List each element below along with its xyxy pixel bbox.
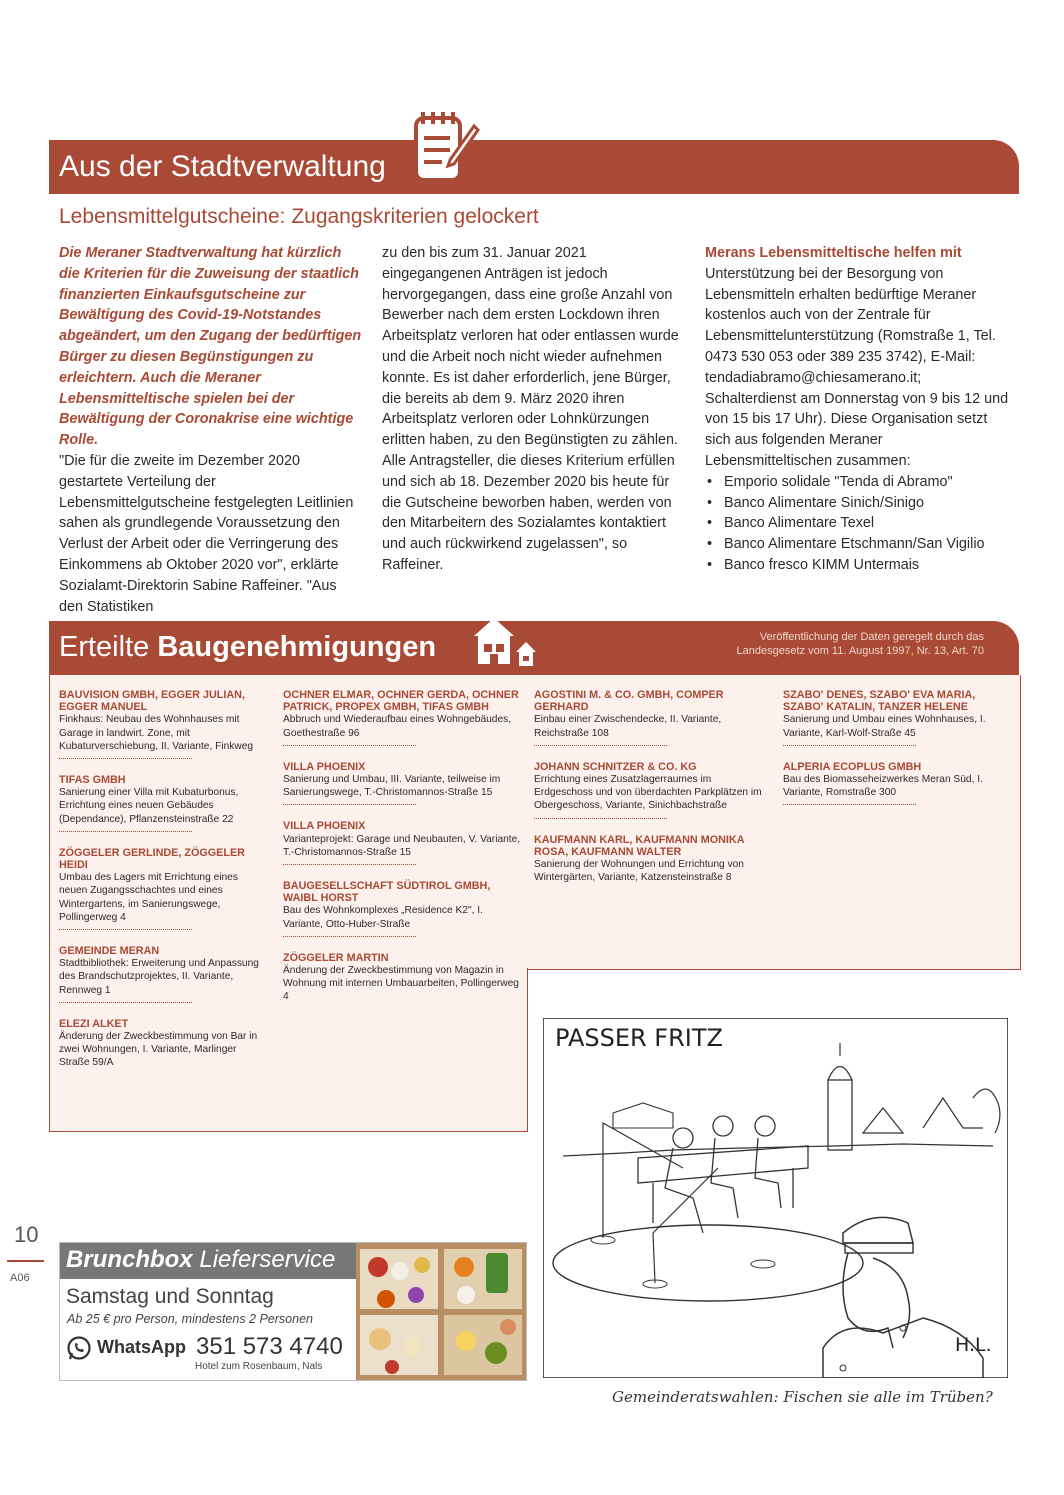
list-item: • Banco Alimentare Sinich/Sinigo bbox=[705, 493, 1010, 514]
permit-holder: BAUGESELLSCHAFT SÜDTIROL GMBH, WAIBL HORST bbox=[283, 880, 491, 905]
section-title: Aus der Stadtverwaltung bbox=[59, 150, 386, 183]
permit-description: Sanierung der Wohnungen und Errichtung von Wintergärten, Variante, Katzensteinstraße 8 bbox=[534, 859, 744, 884]
permit-entry bbox=[783, 761, 1008, 806]
page-code: A06 bbox=[10, 1272, 30, 1284]
list-item: • Banco Alimentare Texel bbox=[705, 513, 1010, 534]
section-header-stadtverwaltung bbox=[49, 140, 1019, 194]
title-light: Erteilte bbox=[59, 631, 158, 663]
permit-holder: ALPERIA ECOPLUS GMBH bbox=[783, 760, 922, 773]
permits-column-2 bbox=[283, 689, 521, 1019]
permit-holder: AGOSTINI M. & CO. GMBH, COMPER GERHARD bbox=[534, 689, 724, 714]
permit-holder: ELEZI ALKET bbox=[59, 1017, 129, 1030]
permit-description: Umbau des Lagers mit Errichtung eines neuen Zugangsschachtes und eines Wintergartens, im Sanierungswege, Pollingerweg 4 bbox=[59, 871, 269, 930]
cartoon-signature: H.L. bbox=[955, 1334, 992, 1356]
section-title bbox=[59, 631, 436, 664]
permit-entry bbox=[59, 774, 269, 832]
legal-note-line: Landesgesetz vom 11. August 1997, Nr. 13, Art. 70 bbox=[736, 645, 984, 657]
permit-entry bbox=[283, 952, 521, 1004]
box-heading: Merans Lebensmitteltische helfen mit bbox=[705, 245, 962, 261]
ad-hotel: Hotel zum Rosenbaum, Nals bbox=[195, 1361, 323, 1372]
permit-description: Stadtbibliothek: Erweiterung und Anpassung des Brandschutzprojektes, II. Variante, Rennweg 1 bbox=[59, 957, 269, 1003]
article-column-3 bbox=[705, 243, 1010, 576]
permit-description: Errichtung eines Zusatzlagerraumes im Erdgeschoss und von überdachten Parkplätzen im Obergeschoss, Variante, Sinichbachstraße bbox=[534, 773, 769, 819]
permit-holder: VILLA PHOENIX bbox=[283, 760, 366, 773]
permit-holder: SZABO' DENES, SZABO' EVA MARIA, SZABO' KATALIN, TANZER HELENE bbox=[783, 689, 976, 714]
cartoon-caption: Gemeinderatswahlen: Fischen sie alle im Trüben? bbox=[612, 1388, 993, 1406]
permit-entry bbox=[283, 689, 521, 746]
permit-entry bbox=[59, 847, 269, 930]
legal-note bbox=[737, 630, 984, 658]
permit-description: Finkhaus: Neubau des Wohnhauses mit Garage in landwirt. Zone, mit Kubaturverschiebung, II. Variante, Finkweg bbox=[59, 713, 269, 759]
notepad-icon bbox=[410, 108, 480, 188]
permit-description: Sanierung und Umbau eines Wohnhauses, I. Variante, Karl-Wolf-Straße 45 bbox=[783, 713, 1008, 745]
permit-entry bbox=[59, 1018, 269, 1070]
permit-holder: BAUVISION GMBH, EGGER JULIAN, EGGER MANUEL bbox=[59, 689, 245, 714]
permit-holder: ZÖGGELER GERLINDE, ZÖGGELER HEIDI bbox=[59, 846, 245, 872]
permit-entry bbox=[783, 689, 1008, 746]
list-item: • Emporio solidale "Tenda di Abramo" bbox=[705, 472, 1010, 493]
permits-column-4 bbox=[783, 689, 1008, 820]
permit-description: Änderung der Zweckbestimmung von Magazin in Wohnung mit internen Umbauarbeiten, Pollingerweg 4 bbox=[283, 965, 519, 1003]
legal-note-line: Veröffentlichung der Daten geregelt durch das bbox=[759, 631, 984, 643]
permit-holder: OCHNER ELMAR, OCHNER GERDA, OCHNER PATRICK, PROPEX GMBH, TIFAS GMBH bbox=[283, 689, 519, 714]
permit-description: Abbruch und Wiederaufbau eines Wohngebäudes, Goethestraße 96 bbox=[283, 713, 521, 745]
ad-price: Ab 25 € pro Person, mindestens 2 Personen bbox=[67, 1312, 313, 1326]
page-number: 10 bbox=[14, 1222, 39, 1247]
permit-holder: KAUFMANN KARL, KAUFMANN MONIKA ROSA, KAUFMANN WALTER bbox=[534, 833, 745, 858]
permit-entry bbox=[283, 820, 521, 865]
list-item: • Banco Alimentare Etschmann/San Vigilio bbox=[705, 534, 1010, 555]
article-lead: Die Meraner Stadtverwaltung hat kürzlich die Kriterien für die Zuweisung der staatlich finanzierten Einkaufsgutscheine zur Bewältigung des Covid-19-Notstandes abgeändert, um den Zugang der bedürftigen Bürger zu diesen Begünstigungen zu erleichtern. Auch die Meraner Lebensmitteltische spielen bei der Bewältigung der Coronakrise eine wichtige Rolle. bbox=[59, 245, 362, 449]
brunchbox-photo bbox=[356, 1243, 526, 1380]
article-body-1: "Die für die zweite im Dezember 2020 gestartete Verteilung der Lebensmittelgutscheine festgelegten Leitlinien sahen als grundlegende Voraussetzung den Verlust der Arbeit oder die Verringerung des Einkommens ab Oktober 2020 vor", erklärte Sozialamt-Direktorin Sabine Raffeiner. "Aus den Statistiken bbox=[59, 452, 354, 615]
permit-description: Sanierung einer Villa mit Kubaturbonus, Errichtung eines neuen Gebäudes (Dependance), Pflanzensteinstraße 22 bbox=[59, 786, 269, 832]
permit-entry bbox=[59, 945, 269, 1003]
ad-whatsapp bbox=[66, 1335, 186, 1361]
permit-holder: ZÖGGELER MARTIN bbox=[283, 951, 389, 964]
ad-title bbox=[66, 1246, 335, 1274]
page-number-rule bbox=[7, 1260, 44, 1262]
permit-description: Sanierung und Umbau, III. Variante, teilweise im Sanierungswege, T.-Christomannos-Straße 15 bbox=[283, 773, 521, 805]
permit-holder: TIFAS GMBH bbox=[59, 774, 126, 787]
food-bank-list bbox=[705, 472, 1010, 576]
permit-entry bbox=[534, 761, 769, 819]
list-item: • Banco fresco KIMM Untermais bbox=[705, 555, 1010, 576]
permit-holder: VILLA PHOENIX bbox=[283, 820, 366, 833]
ad-title-bar bbox=[60, 1243, 356, 1279]
permit-description: Einbau einer Zwischendecke, II. Variante, Reichstraße 108 bbox=[534, 713, 769, 745]
permit-entry bbox=[283, 880, 521, 937]
whatsapp-icon bbox=[66, 1335, 92, 1361]
permit-entry bbox=[534, 834, 769, 885]
brunchbox-advertisement[interactable] bbox=[59, 1242, 527, 1381]
permits-column-3 bbox=[534, 689, 769, 899]
permits-column-1 bbox=[59, 689, 269, 1085]
ad-days: Samstag und Sonntag bbox=[66, 1285, 274, 1308]
box-body: Unterstützung bei der Besorgung von Lebensmitteln erhalten bedürftige Meraner kostenlos auch von der Zentrale für Lebensmittelunterstützung (Romstraße 1, Tel. 0473 530 053 oder 389 235 3742), E-Mail: tendadiabramo@chiesamerano.it; Schalterdienst am Donnerstag von 9 bis 12 und von 15 bis 17 Uhr). Diese Organisation setzt sich aus folgenden Meraner Lebensmitteltischen zusammen: bbox=[705, 265, 1009, 469]
whatsapp-label: WhatsApp bbox=[97, 1336, 187, 1357]
article-column-2 bbox=[382, 243, 688, 576]
cartoon-illustration bbox=[543, 1018, 1008, 1378]
houses-icon bbox=[470, 612, 550, 672]
permit-entry bbox=[534, 689, 769, 746]
article-body-2: zu den bis zum 31. Januar 2021 eingegangenen Anträgen ist jedoch hervorgegangen, dass eine große Anzahl von Bewerber nach dem ersten Lockdown ihren Arbeitsplatz verloren hat oder entlassen wurde und die Arbeit noch nicht wieder aufnehmen konnte. Es ist daher erforderlich, jene Bürger, die bereits ab dem 9. März 2020 ihren Arbeitsplatz verloren oder Lohnkürzungen erlitten haben, zu den Begünstigten zu zählen. Alle Antragsteller, die dieses Kriterium erfüllen und sich ab 18. Dezember 2020 bis heute für die Gutscheine beworben haben, werden von den Mitarbeitern des Sozialamtes kontaktiert und auch rückwirkend zugelassen", so Raffeiner. bbox=[382, 245, 679, 573]
ad-service: Lieferservice bbox=[192, 1246, 336, 1273]
article-column-1 bbox=[59, 243, 364, 617]
permit-description: Änderung der Zweckbestimmung von Bar in zwei Wohnungen, I. Variante, Marlinger Straße 59/A bbox=[59, 1031, 258, 1069]
article-subtitle: Lebensmittelgutscheine: Zugangskriterien gelockert bbox=[59, 205, 539, 228]
permit-description: Bau des Biomasseheizwerkes Meran Süd, I. Variante, Romstraße 300 bbox=[783, 773, 1008, 805]
cartoon-title: PASSER FRITZ bbox=[555, 1024, 723, 1052]
permit-description: Varianteprojekt: Garage und Neubauten, V. Variante, T.-Christomannos-Straße 15 bbox=[283, 833, 521, 865]
ad-phone[interactable]: 351 573 4740 bbox=[196, 1333, 343, 1360]
permit-holder: GEMEINDE MERAN bbox=[59, 945, 160, 958]
permit-description: Bau des Wohnkomplexes „Residence K2", I. Variante, Otto-Huber-Straße bbox=[283, 904, 521, 936]
title-bold: Baugenehmigungen bbox=[157, 631, 437, 663]
permit-holder: JOHANN SCHNITZER & CO. KG bbox=[534, 760, 697, 773]
permit-entry bbox=[283, 761, 521, 806]
permit-entry bbox=[59, 689, 269, 759]
ad-brand: Brunchbox bbox=[66, 1246, 193, 1273]
